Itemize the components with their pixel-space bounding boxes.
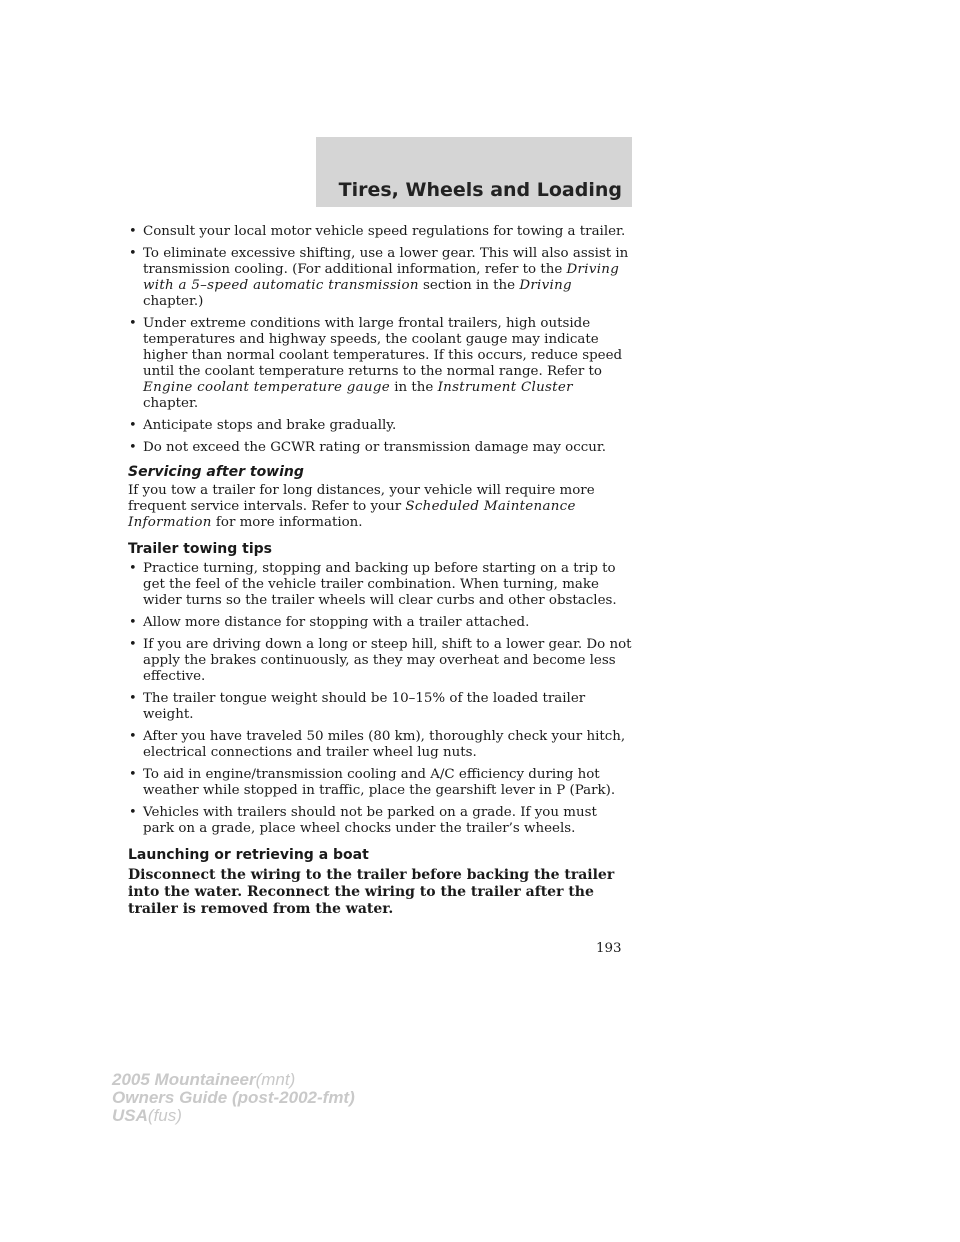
list-item [128, 615, 632, 631]
list-item [128, 767, 632, 799]
footer-market: USA [112, 1106, 148, 1125]
list-item-text: chapter.) [143, 294, 204, 309]
footer-line [112, 1107, 355, 1125]
section-heading-tips: Trailer towing tips [128, 541, 272, 557]
footer-model: 2005 Mountaineer [112, 1070, 256, 1089]
paragraph-text: If you tow a trailer for long distances, your vehicle will require more frequent service intervals. Refer to your [128, 483, 595, 514]
footer-line [112, 1089, 355, 1107]
list-item-text: Allow more distance for stopping with a trailer attached. [143, 615, 530, 630]
list-item-text: The trailer tongue weight should be 10–15% of the loaded trailer weight. [143, 691, 586, 722]
list-item [128, 637, 632, 685]
list-item-text: section in the [418, 278, 520, 293]
chapter-title: Tires, Wheels and Loading [338, 179, 622, 201]
list-item-text: If you are driving down a long or steep hill, shift to a lower gear. Do not apply the brakes continuously, as they may overheat and become less effective. [143, 637, 632, 684]
bullet-icon: • [129, 246, 137, 261]
footer-code: (fus) [147, 1106, 182, 1125]
list-item [128, 418, 632, 434]
list-item [128, 316, 632, 412]
section-heading-boat: Launching or retrieving a boat [128, 847, 369, 863]
list-item [128, 691, 632, 723]
cross-reference: Instrument Cluster [437, 380, 573, 395]
bullet-icon: • [129, 316, 137, 331]
list-item [128, 440, 632, 456]
list-item-text: Anticipate stops and brake gradually. [143, 418, 397, 433]
page-content [128, 224, 632, 918]
footer-code: (mnt) [255, 1070, 296, 1089]
list-item-text: Consult your local motor vehicle speed regulations for towing a trailer. [143, 224, 626, 239]
bullet-icon: • [129, 440, 137, 455]
warning-text: Disconnect the wiring to the trailer before backing the trailer into the water. Reconnect the wiring to the trailer after the trailer is removed from the water. [128, 867, 615, 917]
bullet-icon: • [129, 637, 137, 652]
list-item-text: in the [389, 380, 438, 395]
page-number: 193 [596, 941, 622, 956]
list-item-text: chapter. [143, 396, 199, 411]
bullet-icon: • [129, 729, 137, 744]
list-item-text: Practice turning, stopping and backing up before starting on a trip to get the feel of the vehicle trailer combination. When turning, make wider turns so the trailer wheels will clear curbs and other obstacles. [143, 561, 617, 608]
list-item-text: To eliminate excessive shifting, use a lower gear. This will also assist in transmission cooling. (For additional information, refer to the [143, 246, 629, 277]
list-item [128, 224, 632, 240]
footer-line [112, 1071, 355, 1089]
list-item-text: Do not exceed the GCWR rating or transmission damage may occur. [143, 440, 607, 455]
list-item [128, 246, 632, 310]
footer-guide: Owners Guide (post-2002-fmt) [112, 1088, 355, 1107]
document-footer [112, 1071, 355, 1125]
list-item [128, 805, 632, 837]
bullet-icon: • [129, 615, 137, 630]
chapter-header-band [316, 137, 632, 207]
bullet-icon: • [129, 767, 137, 782]
list-item-text: Under extreme conditions with large frontal trailers, high outside temperatures and highway speeds, the coolant gauge may indicate higher than normal coolant temperatures. If this occurs, reduce speed until the coolant temperature returns to the normal range. Refer to [143, 316, 623, 379]
bullet-icon: • [129, 418, 137, 433]
bullet-icon: • [129, 805, 137, 820]
list-item-text: To aid in engine/transmission cooling and A/C efficiency during hot weather while stopped in traffic, place the gearshift lever in P (Park). [143, 767, 616, 798]
bullet-icon: • [129, 691, 137, 706]
cross-reference: Driving with a 5–speed automatic transmission [143, 262, 620, 293]
list-item [128, 729, 632, 761]
paragraph-text: for more information. [211, 515, 363, 530]
list-item-text: Vehicles with trailers should not be parked on a grade. If you must park on a grade, place wheel chocks under the trailer’s wheels. [143, 805, 597, 836]
section-heading-servicing: Servicing after towing [128, 464, 304, 480]
cross-reference: Engine coolant temperature gauge [143, 380, 390, 395]
cross-reference: Driving [519, 278, 572, 293]
servicing-paragraph [128, 483, 632, 531]
bullet-icon: • [129, 224, 137, 239]
cross-reference: Scheduled Maintenance Information [128, 499, 576, 530]
bullet-icon: • [129, 561, 137, 576]
list-item [128, 561, 632, 609]
list-item-text: After you have traveled 50 miles (80 km), thoroughly check your hitch, electrical connections and trailer wheel lug nuts. [143, 729, 626, 760]
